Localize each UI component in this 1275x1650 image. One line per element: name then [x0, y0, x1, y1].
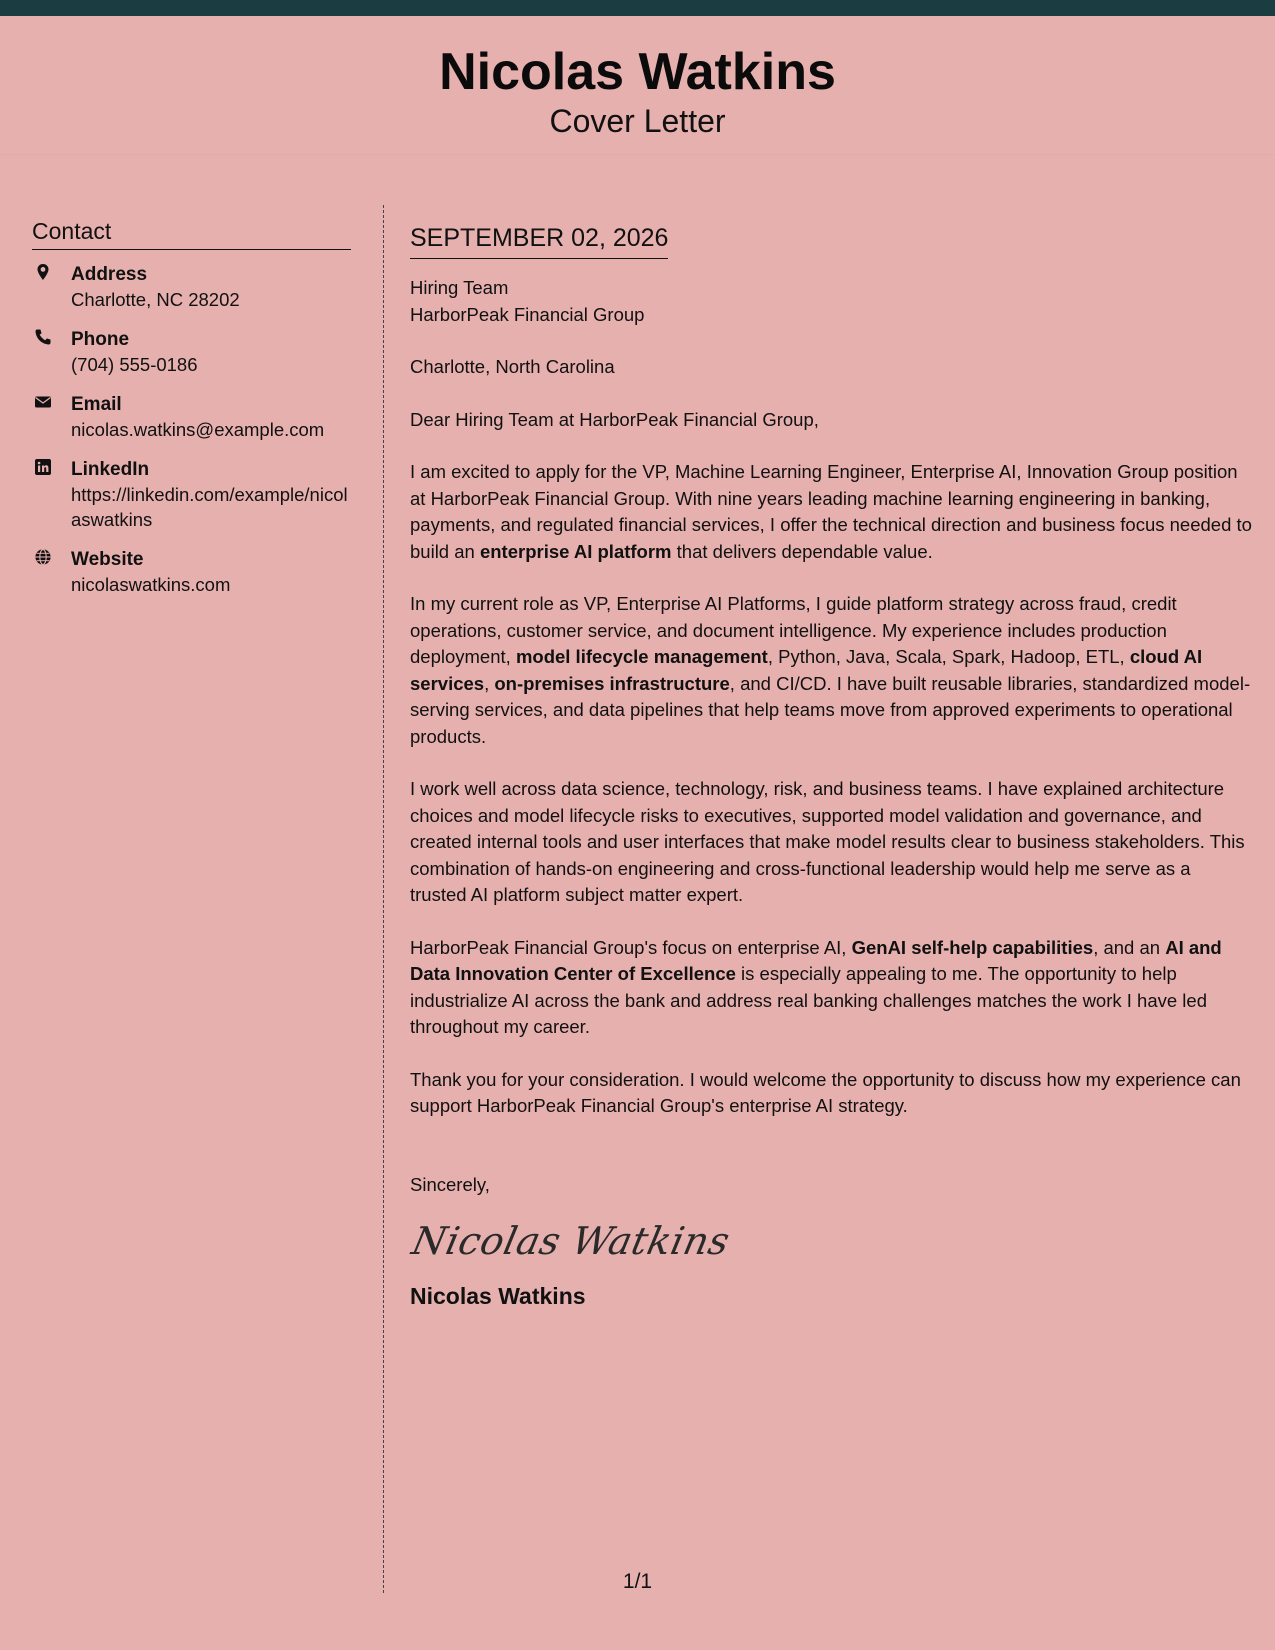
paragraph-2: In my current role as VP, Enterprise AI Platforms, I guide platform strategy across fraud, credit operations, customer service, and document intelligence. My experience includes production deployment, model lifecycle management, Python, Java, Scala, Spark, Hadoop, ETL, cloud AI services, on-premises infrastructure, and CI/CD. I have built reusable libraries, standardized model-serving services, and data pipelines that help teams move from approved experiments to operational products.: [410, 593, 1251, 747]
letter-body: [410, 222, 1252, 1311]
contact-value: Charlotte, NC 28202: [71, 289, 240, 310]
contact-value: nicolaswatkins.com: [71, 574, 231, 595]
closing-line: Sincerely,: [410, 1173, 490, 1195]
paragraph-1: I am excited to apply for the VP, Machine Learning Engineer, Enterprise AI, Innovation Group position at HarborPeak Financial Group. With nine years leading machine learning engineering in banking, payments, and regulated financial services, I offer the technical direction and business focus needed to build an enterprise AI platform that delivers dependable value.: [410, 461, 1252, 562]
contact-item-website: [32, 547, 351, 597]
contact-item-address: [32, 262, 351, 312]
letter-date: SEPTEMBER 02, 2026: [410, 222, 668, 259]
emphasis: on-premises infrastructure: [494, 672, 730, 694]
contact-sidebar: [32, 218, 351, 612]
applicant-name: Nicolas Watkins: [439, 43, 836, 101]
contact-label: Address: [71, 264, 148, 285]
contact-item-linkedin: [32, 457, 351, 532]
envelope-icon: [34, 393, 52, 411]
contact-label: LinkedIn: [71, 459, 150, 480]
contact-heading: Contact: [32, 218, 351, 250]
emphasis: enterprise AI platform: [479, 540, 672, 562]
page-number: 1/1: [622, 1570, 653, 1593]
linkedin-icon: [34, 458, 52, 476]
handwritten-signature: Nicolas Watkins: [408, 1219, 734, 1263]
contact-label: Phone: [71, 329, 130, 350]
map-pin-icon: [34, 263, 52, 281]
recipient-location: Charlotte, North Carolina: [410, 356, 615, 377]
paragraph-3: I work well across data science, technology, risk, and business teams. I have explained architecture choices and model lifecycle risks to executives, supported model validation and governance, and created internal tools and user interfaces that make model results clear to business stakeholders. This combination of hands-on engineering and cross-functional leadership would help me serve as a trusted AI platform subject matter expert.: [410, 778, 1245, 905]
signer-name: Nicolas Watkins: [410, 1282, 586, 1309]
paragraph-5: Thank you for your consideration. I would welcome the opportunity to discuss how my experience can support HarborPeak Financial Group's enterprise AI strategy.: [410, 1068, 1241, 1116]
recipient-team: Hiring Team: [410, 277, 509, 298]
top-accent-bar: [0, 0, 1275, 16]
emphasis: model lifecycle management: [515, 646, 768, 667]
contact-item-email: [32, 392, 351, 442]
recipient-block: [410, 275, 1252, 328]
phone-icon: [34, 328, 52, 346]
contact-label: Website: [71, 549, 144, 570]
recipient-company: HarborPeak Financial Group: [410, 303, 645, 325]
document-subtitle: Cover Letter: [549, 103, 726, 139]
contact-label: Email: [71, 394, 122, 415]
contact-value: https://linkedin.com/example/nicolaswatkins: [71, 484, 348, 530]
paragraph-4: HarborPeak Financial Group's focus on enterprise AI, GenAI self-help capabilities, and an AI and Data Innovation Center of Excellence is especially appealing to me. The opportunity to help industrialize AI across the bank and address real banking challenges matches the work I have led throughout my career.: [410, 936, 1222, 1037]
contact-value: (704) 555-0186: [71, 354, 198, 375]
globe-icon: [34, 548, 52, 566]
contact-item-phone: [32, 327, 351, 377]
page-header: [0, 16, 1275, 155]
emphasis: GenAI self-help capabilities: [851, 936, 1094, 958]
salutation: Dear Hiring Team at HarborPeak Financial Group,: [410, 408, 819, 430]
emphasis: AI and Data Innovation Center of Excellence: [410, 936, 1222, 984]
column-divider: [383, 205, 384, 1593]
emphasis: cloud AI services: [410, 646, 1203, 694]
contact-value: nicolas.watkins@example.com: [71, 419, 325, 440]
